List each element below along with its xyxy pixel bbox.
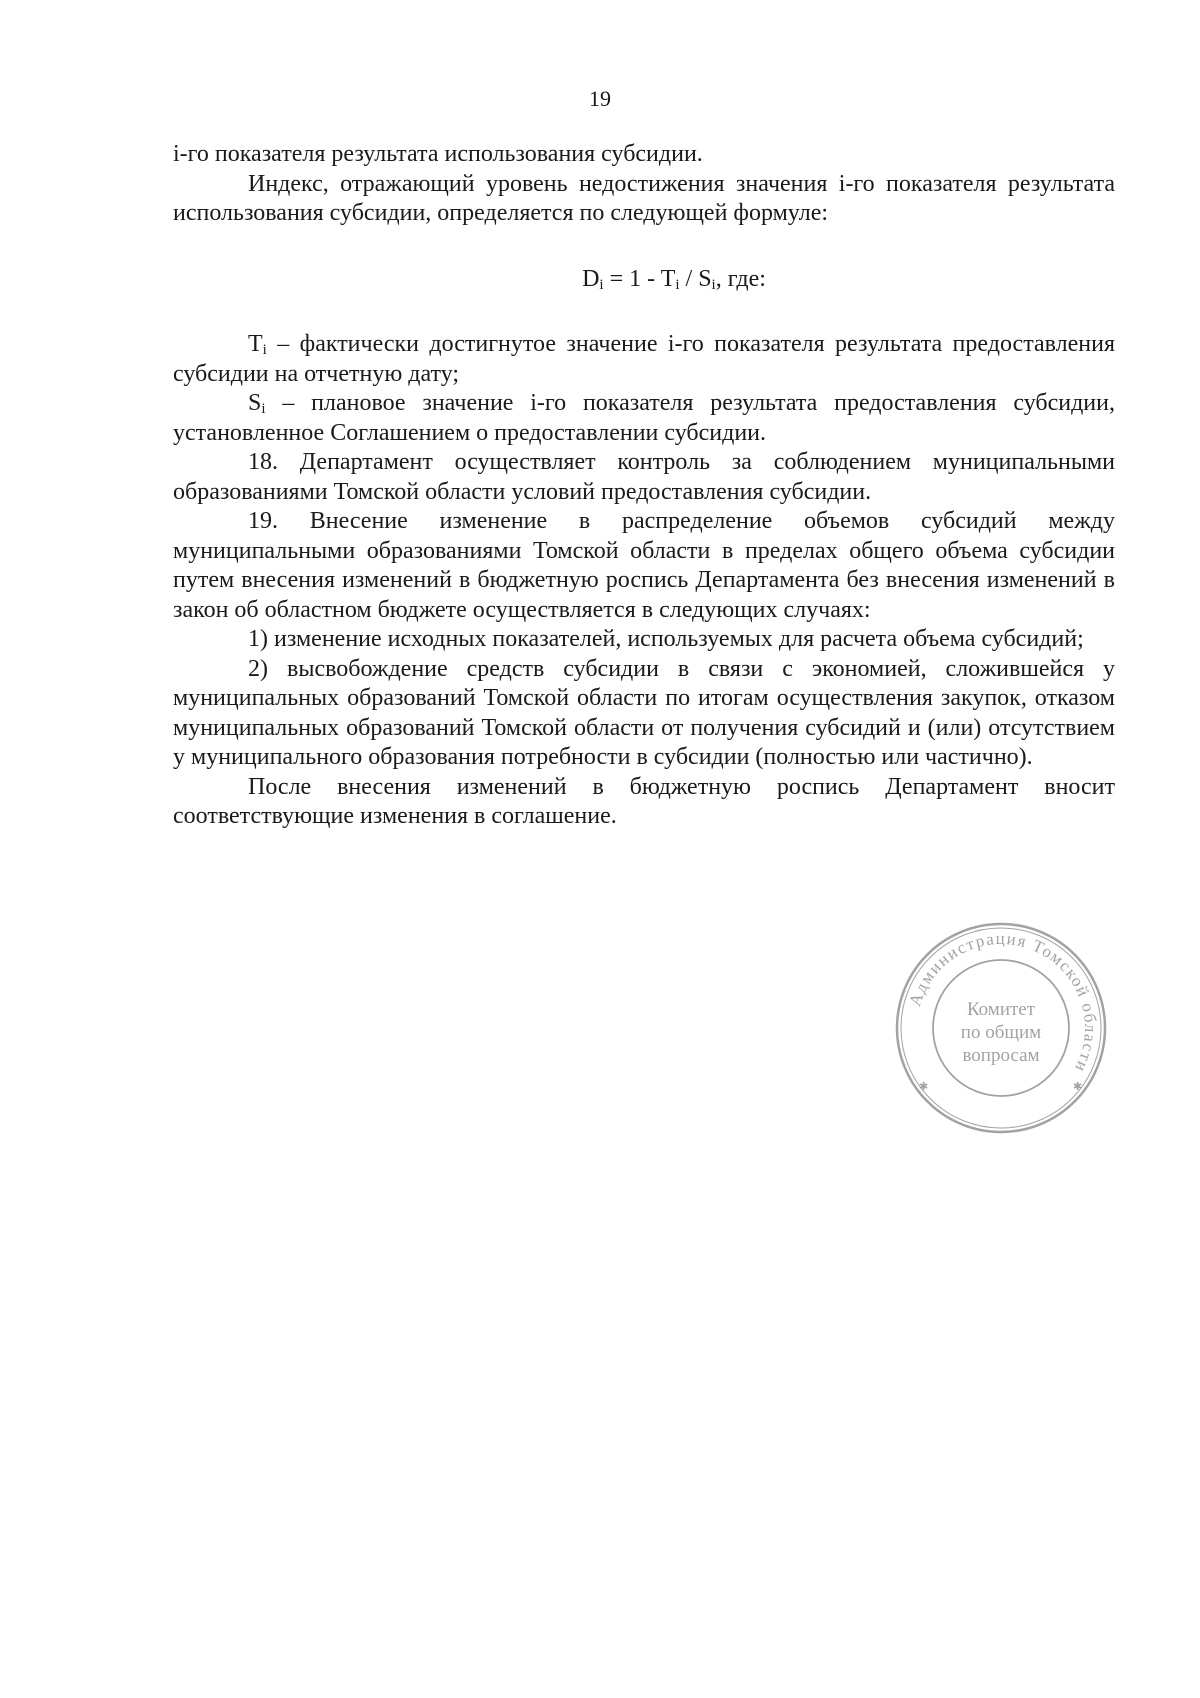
document-body [173,140,1115,832]
list-item-2: 2) высвобождение средств субсидии в связи с экономией, сложившейся у муниципальных образований Томской области по итогам осуществления закупок, отказом муниципальных образований Томской области от получения субсидий и (или) отсутствием у муниципального образования потребности в субсидии (полностью или частично). [173,655,1115,770]
stamp-star-icon-right: ✱ [1073,1080,1083,1093]
stamp-ring-text: Администрация Томской области [905,928,1101,1077]
paragraph-t-definition: $T_i$ – фактически достигнутое значение i-го показателя результата предоставления субсидии на отчетную дату; [173,331,1115,387]
seal-stamp [893,920,1109,1136]
stamp-star-icon-left: ✱ [919,1080,929,1093]
paragraph-s-definition: $S_i$ – плановое значение i-го показателя результата предоставления субсидии, установленное Соглашением о предоставлении субсидии. [173,390,1115,446]
paragraph-index-definition: Индекс, отражающий уровень недостижения значения i-го показателя результата использования субсидии, определяется по следующей формуле: [173,170,1115,226]
list-item-1: 1) изменение исходных показателей, используемых для расчета объема субсидий; [248,626,1084,652]
stamp-line-2: по общим [960,1022,1042,1043]
page-number: 19 [589,86,611,111]
stamp-line-3: вопросам [962,1045,1040,1066]
formula: $D_i = 1 - T_i / S_i$, где: [582,265,766,293]
paragraph-continuation: i-го показателя результата использования субсидии. [173,141,703,167]
stamp-line-1: Комитет [966,999,1036,1020]
paragraph-19: 19. Внесение изменение в распределение объемов субсидий между муниципальными образованиями Томской области в пределах общего объема субсидии путем внесения изменений в бюджетную роспись Департамента без внесения изменений в закон об областном бюджете осуществляется в следующих случаях: [173,508,1115,623]
paragraph-closing: После внесения изменений в бюджетную роспись Департамент вносит соответствующие изменения в соглашение. [173,773,1115,829]
paragraph-18: 18. Департамент осуществляет контроль за соблюдением муниципальными образованиями Томской области условий предоставления субсидии. [173,449,1115,505]
